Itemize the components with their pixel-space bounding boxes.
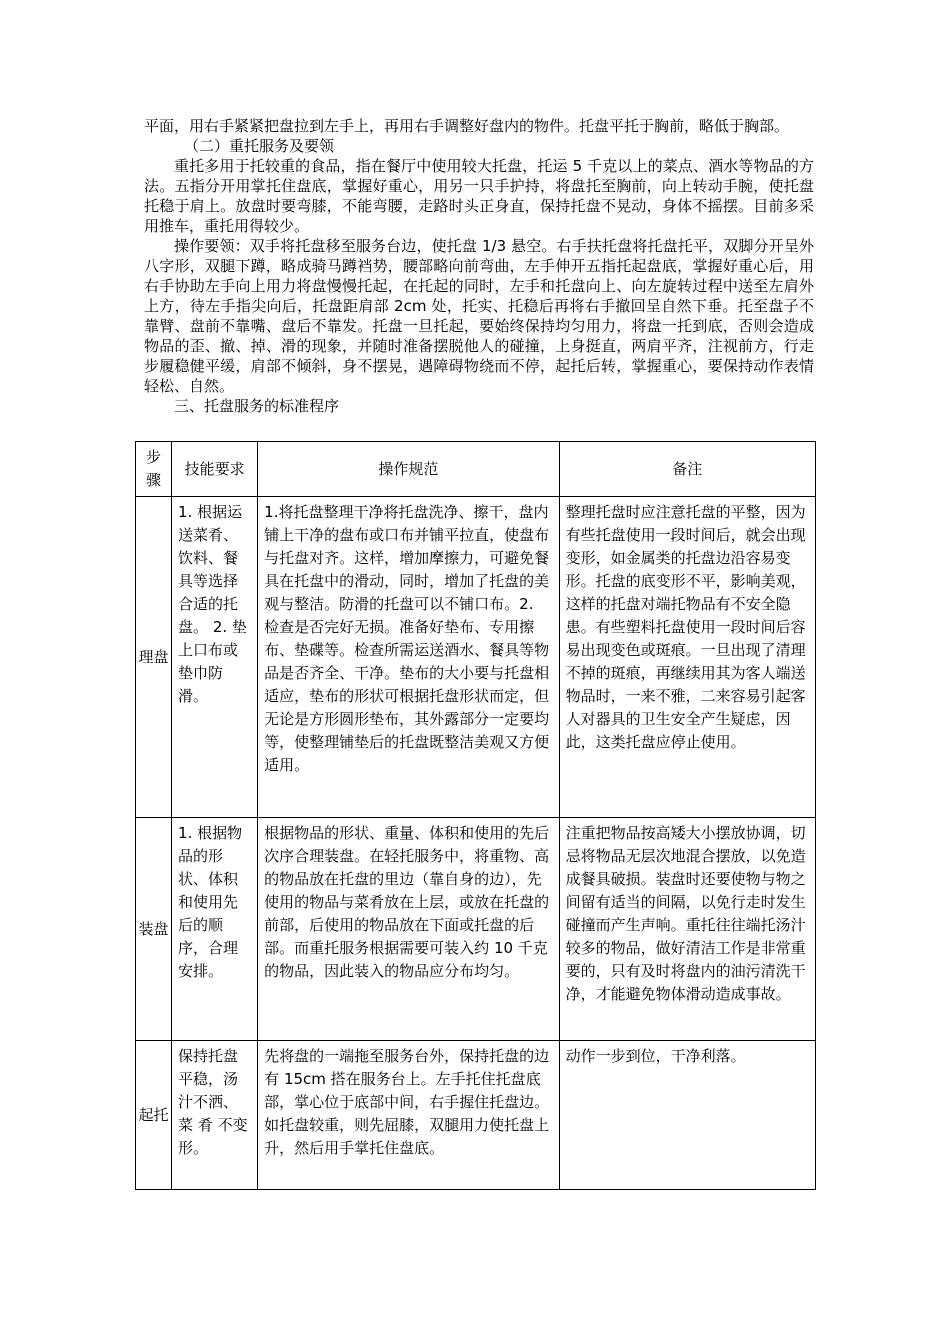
skill-cell: 保持托盘平稳，汤汁不洒、菜 肴 不变形。 (172, 1041, 258, 1190)
section-heading-heavy-tray: （二）重托服务及要领 (184, 137, 335, 155)
note-cell: 整理托盘时应注意托盘的平整，因为有些托盘使用一段时间后，就会出现变形，如金属类的托盘边沿容易变形。托盘的底变形不平，影响美观，这样的托盘对端托物品有不安全隐患。有些塑料托盘使用一段时间后容易出现变色或斑痕。一旦出现了清理不掉的斑痕，再继续用其为客人端送物品时，一来不雅，二来容易引起客人对器具的卫生安全产生疑虑，因此，这类托盘应停止使用。 (559, 497, 815, 818)
intro-text (144, 116, 814, 416)
spec-cell: 根据物品的形状、重量、体积和使用的先后次序合理装盘。在轻托服务中，将重物、高的物品放在托盘的里边（靠自身的边），先使用的物品与菜肴放在上层，或放在托盘的前部，后使用的物品放在下面或托盘的后部。而重托服务根据需要可装入约 10 千克的物品，因此装入的物品应分布均匀。 (258, 818, 559, 1041)
paragraph-heavy-tray: 重托多用于托较重的食品，指在餐厅中使用较大托盘，托运 5 千克以上的菜点、酒水等物品的方法。五指分开用掌托住盘底，掌握好重心，用另一只手护持，将盘托至胸前，向上转动手腕，使托盘托稳于肩上。放盘时要弯膝，不能弯腰，走路时头正身直，保持托盘不晃动，身体不摇摆。目前多采用推车，重托用得较少。 (144, 157, 814, 235)
paragraph-operation-points: 操作要领：双手将托盘移至服务台边，使托盘 1/3 悬空。右手扶托盘将托盘托平，双脚分开呈外八字形，双腿下蹲，略成骑马蹲裆势，腰部略向前弯曲，左手伸开五指托起盘底，掌握好重心后，用右手协助左手向上用力将盘慢慢托起，在托起的同时，左手和托盘向上、向左旋转过程中送至左肩外上方，待左手指尖向后，托盘距肩部 2cm 处，托实、托稳后再将右手撤回呈自然下垂。托至盘子不靠臂、盘前不靠嘴、盘后不靠发。托盘一旦托起，要始终保持均匀用力，将盘一托到底，否则会造成物品的歪、撤、掉、滑的现象，并随时准备摆脱他人的碰撞，上身挺直，两肩平齐，注视前方，行走步履稳健平缓，肩部不倾斜，身不摆晃，遇障碍物绕而不停，起托后转，掌握重心，要保持动作表情轻松、自然。 (144, 237, 814, 395)
note-cell: 动作一步到位，干净利落。 (559, 1041, 815, 1190)
section-heading-standard-procedure: 三、托盘服务的标准程序 (174, 397, 340, 415)
table-row (136, 497, 816, 818)
spec-cell: 1.将托盘整理干净将托盘洗净、擦干，盘内铺上干净的盘布或口布并铺平拉直，使盘布与托盘对齐。这样，增加摩擦力，可避免餐具在托盘中的滑动，同时，增加了托盘的美观与整洁。防滑的托盘可以不铺口布。2. 检查是否完好无损。准备好垫布、专用擦布、垫碟等。检查所需运送酒水、餐具等物品是否齐全、干净。垫布的大小要与托盘相适应，垫布的形状可根据托盘形状而定，但无论是方形圆形垫布，其外露部分一定要均等，使整理铺垫后的托盘既整洁美观又方便适用。 (258, 497, 559, 818)
table-row (136, 818, 816, 1041)
table-row (136, 1041, 816, 1190)
header-note: 备注 (559, 442, 815, 497)
procedure-table (135, 441, 816, 1190)
spec-cell: 先将盘的一端拖至服务台外，保持托盘的边有 15cm 搭在服务台上。左手托住托盘底部，掌心位于底部中间，右手握住托盘边。如托盘较重，则先屈膝，双腿用力使托盘上升，然后用手掌托住盘底。 (258, 1041, 559, 1190)
step-cell: 起托 (136, 1041, 172, 1190)
paragraph-continued: 平面，用右手紧紧把盘拉到左手上，再用右手调整好盘内的物件。托盘平托于胸前，略低于胸部。 (144, 117, 790, 135)
table-header-row (136, 442, 816, 497)
header-step: 步骤 (136, 442, 172, 497)
skill-cell: 1. 根据物品的形状、体积和使用先后的顺序，合理安排。 (172, 818, 258, 1041)
header-skill: 技能要求 (172, 442, 258, 497)
step-cell: 理盘 (136, 497, 172, 818)
skill-cell: 1. 根据运送菜肴、饮料、餐具等选择合适的托盘。 2. 垫上口布或垫巾防滑。 (172, 497, 258, 818)
note-cell: 注重把物品按高矮大小摆放协调，切忌将物品无层次地混合摆放，以免造成餐具破损。装盘时还要使物与物之间留有适当的间隔，以免行走时发生碰撞而产生声响。重托往往端托汤汁较多的物品，做好清洁工作是非常重要的，只有及时将盘内的油污清洗干净，才能避免物体滑动造成事故。 (559, 818, 815, 1041)
step-cell: 装盘 (136, 818, 172, 1041)
header-spec: 操作规范 (258, 442, 559, 497)
